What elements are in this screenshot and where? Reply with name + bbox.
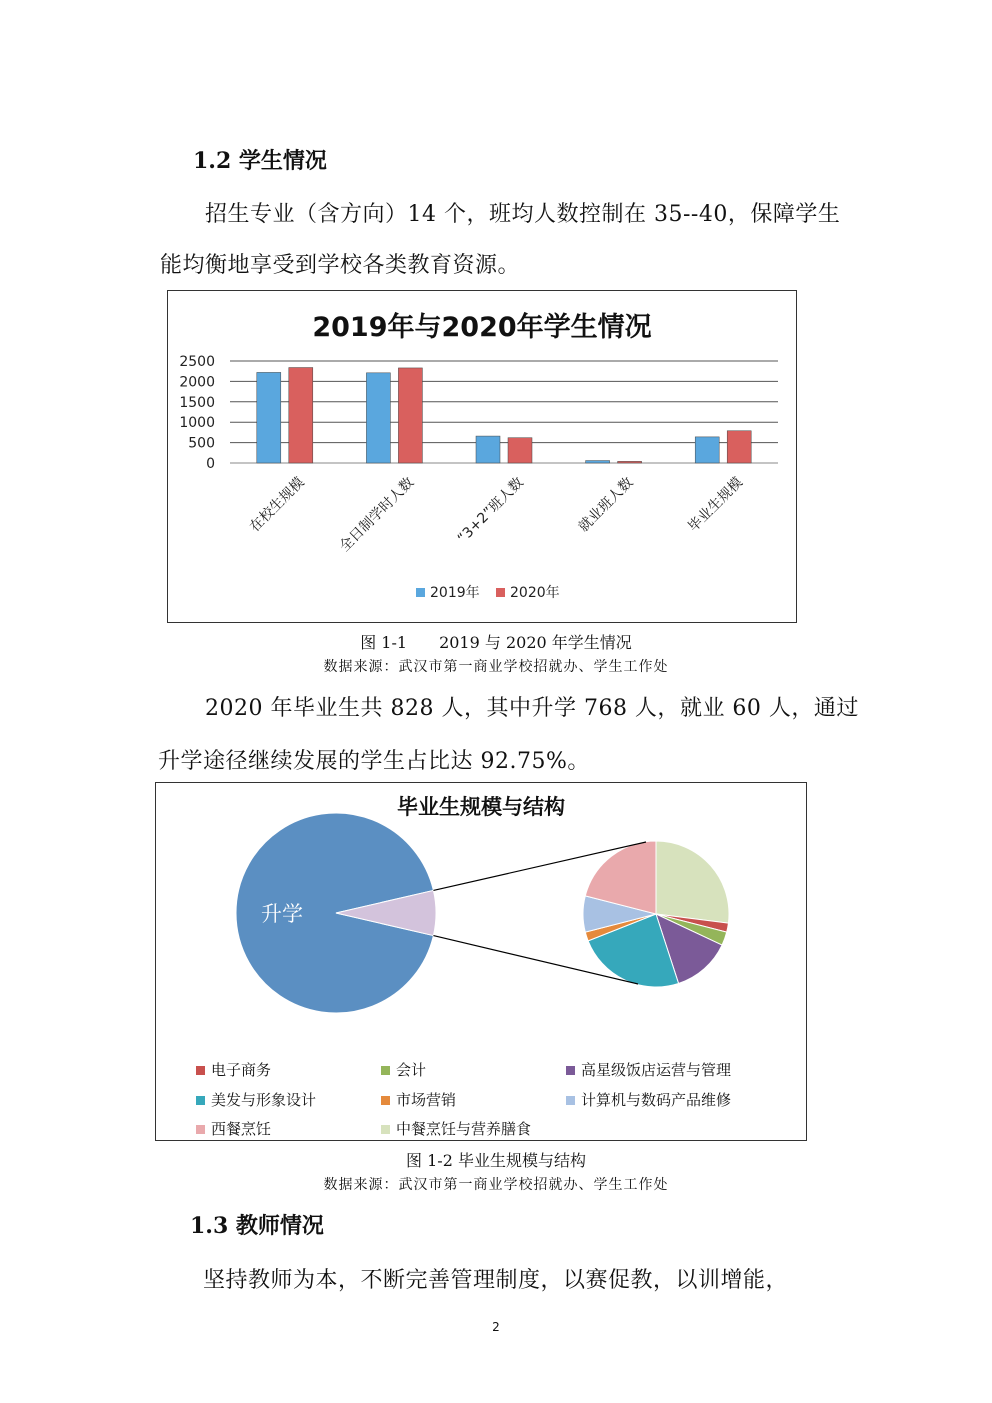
pie-legend-item — [196, 1059, 271, 1080]
legend-swatch — [381, 1125, 390, 1134]
bar-2020 — [727, 431, 751, 463]
bar-chart-title: 2019年与2020年学生情况 — [312, 312, 652, 343]
pie-legend-item — [381, 1089, 456, 1110]
x-tick-label: 全日制学时人数 — [336, 474, 418, 556]
figure-1-source: 数据来源：武汉市第一商业学校招就办、学生工作处 — [323, 659, 669, 675]
y-tick-label: 2500 — [179, 354, 215, 370]
bar-chart-figure — [167, 290, 797, 623]
paragraph-3-line-1: 坚持教师为本，不断完善管理制度，以赛促教，以训增能， — [203, 1268, 789, 1293]
legend-swatch — [416, 588, 425, 597]
legend-swatch — [196, 1066, 205, 1075]
bar-2019 — [257, 372, 281, 463]
y-tick-label: 0 — [206, 456, 215, 472]
legend-label: 西餐烹饪 — [211, 1120, 272, 1138]
pie-legend-item — [381, 1118, 531, 1139]
bar-2019 — [695, 437, 719, 463]
bar-2019 — [586, 461, 610, 463]
pie-legend-item — [566, 1059, 731, 1080]
paragraph-1-line-1: 招生专业（含方向）14 个，班均人数控制在 35--40，保障学生 — [205, 202, 841, 227]
legend-swatch — [496, 588, 505, 597]
bar-2020 — [618, 461, 642, 463]
bar-2020 — [289, 368, 313, 463]
paragraph-2-line-2: 升学途径继续发展的学生占比达 92.75%。 — [158, 749, 590, 774]
bar-2019 — [366, 373, 390, 463]
bar-chart-plot — [168, 291, 796, 622]
figure-2-caption: 图 1-2 毕业生规模与结构 — [406, 1151, 586, 1170]
pie-legend-item — [196, 1089, 316, 1110]
legend-swatch — [566, 1066, 575, 1075]
y-tick-label: 1500 — [179, 394, 215, 411]
pie-legend-item — [196, 1118, 271, 1139]
x-tick-label: 毕业生规模 — [685, 474, 747, 536]
sub-pie-slice — [656, 841, 729, 923]
y-tick-label: 2000 — [179, 374, 215, 391]
figure-2-source: 数据来源：武汉市第一商业学校招就办、学生工作处 — [323, 1177, 669, 1193]
y-tick-label: 1000 — [179, 415, 215, 432]
y-tick-label: 500 — [188, 435, 215, 452]
bar-2020 — [398, 368, 422, 463]
legend-label: 市场营销 — [396, 1091, 457, 1109]
pie-chart-plot — [156, 783, 806, 1140]
page-number: 2 — [492, 1320, 500, 1334]
legend-label: 中餐烹饪与营养膳食 — [396, 1120, 532, 1138]
figure-1-caption: 图 1-1 2019 与 2020 年学生情况 — [360, 633, 632, 652]
section-heading-1-3: 1.3 教师情况 — [190, 1213, 324, 1239]
legend-label: 会计 — [396, 1061, 427, 1079]
pie-chart-figure — [155, 782, 807, 1141]
legend-swatch — [566, 1096, 575, 1105]
paragraph-1-line-2: 能均衡地享受到学校各类教育资源。 — [160, 253, 521, 278]
x-tick-label: “3+2”班人数 — [454, 474, 527, 547]
x-tick-label: 就业班人数 — [575, 474, 637, 536]
legend-swatch — [196, 1096, 205, 1105]
legend-label: 电子商务 — [211, 1061, 272, 1079]
legend-label: 美发与形象设计 — [211, 1091, 317, 1109]
legend-swatch — [381, 1096, 390, 1105]
section-heading-1-2: 1.2 学生情况 — [193, 148, 327, 174]
pie-chart-title: 毕业生规模与结构 — [397, 795, 565, 819]
pie-slice-main-label: 升学 — [261, 902, 303, 926]
legend-label: 计算机与数码产品维修 — [581, 1091, 732, 1109]
pie-legend-item — [566, 1089, 731, 1110]
legend-swatch — [196, 1125, 205, 1134]
pie-legend-item — [381, 1059, 426, 1080]
bar-2019 — [476, 436, 500, 463]
legend-swatch — [381, 1066, 390, 1075]
paragraph-2-line-1: 2020 年毕业生共 828 人，其中升学 768 人，就业 60 人，通过 — [205, 696, 859, 721]
bar-2020 — [508, 438, 532, 463]
legend-label: 2020年 — [510, 585, 560, 601]
legend-label: 高星级饭店运营与管理 — [581, 1061, 732, 1079]
legend-label: 2019年 — [430, 585, 480, 601]
x-tick-label: 在校生规模 — [246, 474, 308, 536]
